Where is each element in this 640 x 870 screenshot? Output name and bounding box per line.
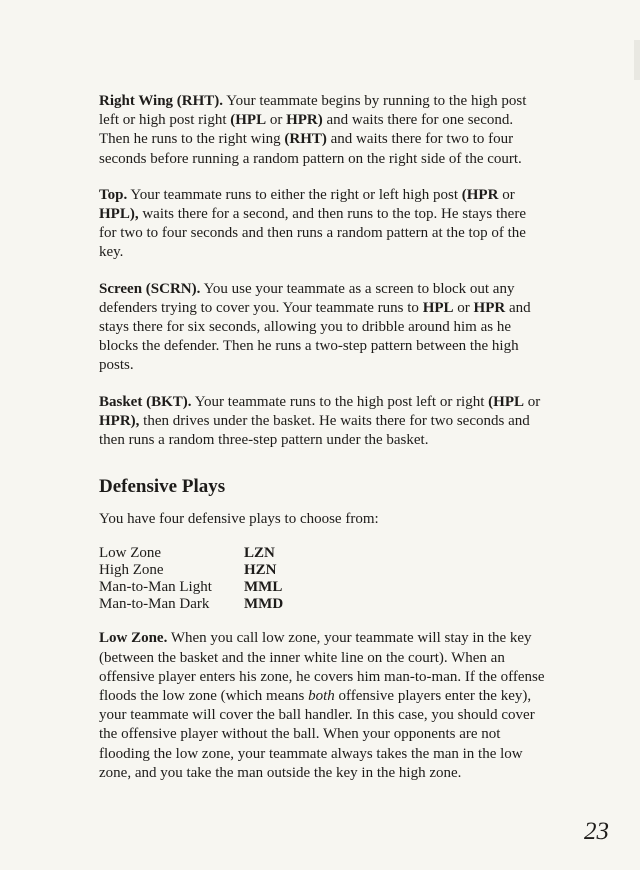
paragraph-screen-text: You use your teammate as a screen to block out any defenders trying to cover you. Your teammate runs to [99, 280, 515, 316]
paragraph-top-text: Your teammate runs to either the right or left high post [127, 186, 462, 203]
section-heading-defensive-plays: Defensive Plays [99, 476, 226, 498]
paragraph-basket-text: HPR), [99, 412, 140, 429]
paragraph-basket-text: then drives under the basket. He waits there for two seconds and then runs a random three-step pattern under the basket. [99, 412, 530, 449]
defensive-play-row [99, 579, 283, 596]
paragraph-low-zone-text: When you call low zone, your teammate will stay in the key (between the basket and the inner white line on the court). When an offensive player enters his zone, he covers him man-to-man. If the offense floods the low zone (which means [99, 630, 545, 705]
paragraph-screen-text: and stays there for six seconds, allowing you to dribble around him as he blocks the defender. Then he runs a two-step pattern between the high posts. [99, 299, 531, 374]
defensive-play-row [99, 596, 283, 613]
paragraph-screen [99, 280, 545, 376]
defensive-plays-table [99, 545, 283, 613]
paragraph-screen-lead: Screen (SCRN). [99, 280, 201, 297]
paragraph-screen-text: HPR [473, 299, 506, 316]
paragraph-right-wing-text: HPR) [286, 112, 323, 129]
paragraph-right-wing-text: and waits there for two to four seconds before running a random pattern on the right side of the court. [99, 131, 522, 167]
page-edge-shadow [634, 40, 640, 80]
paragraph-right-wing-text: and waits there for one second. Then he runs to the right wing [99, 112, 514, 148]
paragraph-basket [99, 393, 545, 451]
defensive-play-row [99, 562, 283, 579]
paragraph-top-lead: Top. [99, 186, 128, 203]
paragraph-right-wing [99, 92, 545, 169]
defensive-play-name: Man-to-Man Dark [99, 596, 210, 613]
paragraph-top [99, 186, 545, 263]
paragraph-top-text: waits there for a second, and then runs to the top. He stays there for two to four seconds and then runs a random pattern at the top of the key. [99, 206, 526, 261]
defensive-play-code: MMD [244, 596, 284, 613]
paragraph-basket-text: (HPL [488, 393, 524, 410]
paragraph-right-wing-text: (RHT) [284, 131, 327, 148]
paragraph-top-text: or [498, 186, 515, 203]
paragraph-right-wing-lead: Right Wing (RHT). [99, 93, 224, 109]
defensive-play-name: Low Zone [99, 545, 162, 562]
paragraph-top-text: (HPR [461, 186, 499, 203]
paragraph-low-zone-lead: Low Zone. [99, 630, 168, 647]
offensive-play-descriptions [99, 92, 545, 450]
defensive-play-row [99, 545, 283, 562]
paragraph-right-wing-text: or [266, 112, 287, 129]
defensive-play-name: High Zone [99, 562, 164, 579]
paragraph-basket-text: Your teammate runs to the high post left or right [191, 393, 489, 410]
paragraph-low-zone [99, 629, 545, 783]
defensive-intro: You have four defensive plays to choose from: [99, 511, 379, 528]
paragraph-basket-lead: Basket (BKT). [99, 393, 192, 410]
paragraph-screen-text: HPL [422, 299, 454, 316]
paragraph-basket-text: or [524, 393, 541, 410]
paragraph-right-wing-text: (HPL [230, 112, 267, 129]
paragraph-screen-text: or [453, 299, 474, 316]
defensive-play-code: HZN [244, 562, 277, 579]
paragraph-low-zone-text: both [308, 688, 335, 705]
defensive-play-code: LZN [244, 545, 275, 562]
paragraph-low-zone-text: offensive players enter the key), your teammate will cover the ball handler. In this case, you should cover the offensive player without the ball. When your opponents are not flooding the low zone, your teammate always takes the man in the low zone, and you take the man outside the key in the high zone. [99, 688, 535, 781]
manual-page-content [99, 92, 545, 800]
paragraph-top-text: HPL), [99, 206, 139, 223]
defensive-play-name: Man-to-Man Light [99, 579, 212, 596]
defensive-play-code: MML [244, 579, 283, 596]
page-number: 23 [584, 818, 609, 845]
paragraph-right-wing-text: Your teammate begins by running to the high post left or high post right [99, 93, 527, 129]
